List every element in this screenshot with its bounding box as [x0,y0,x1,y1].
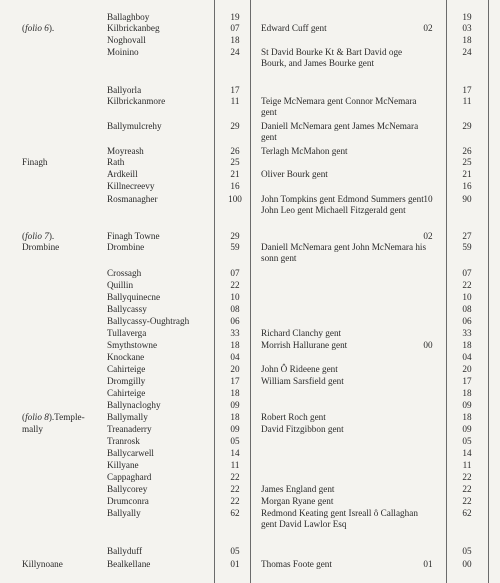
total-value: 22 [462,484,472,494]
townland-name: Drumconra [107,496,149,506]
total-value: 11 [462,96,472,106]
total-value: 05 [462,546,472,556]
total-value: 14 [462,448,472,458]
acreage-value: 29 [230,231,240,241]
proprietor-text: Morgan Ryane gent [261,496,334,506]
proprietor-text: Edward Cuff gent [261,23,327,33]
acreage-value: 22 [230,484,240,494]
acreage-value: 22 [230,280,240,290]
proprietor-text: John Tompkins gent Edmond Summers gent John Leo gent Michaell Fitzgerald gent [261,194,424,215]
townland-name: Cahirteige [107,364,146,374]
total-value: 90 [462,194,472,204]
proprietor-text: William Sarsfield gent [261,376,344,386]
acreage-value: 11 [230,460,240,470]
total-value: 17 [462,376,472,386]
acreage-value: 29 [230,121,240,131]
margin-note-continuation: mally [22,424,43,434]
margin-note: (folio 8).Temple- [22,412,85,422]
townland-name: Ballyally [107,508,141,518]
acreage-value: 09 [230,400,240,410]
total-value: 04 [462,352,472,362]
townland-name: Tranrosk [107,436,140,446]
prior-value: 10 [423,194,433,204]
acreage-value: 18 [230,35,240,45]
prior-value: 01 [423,559,433,569]
column-rule [214,0,215,583]
margin-note: Finagh [22,157,48,167]
proprietor-text: John Ô Rideene gent [261,364,338,374]
acreage-value: 22 [230,472,240,482]
acreage-value: 33 [230,328,240,338]
acreage-value: 100 [228,194,242,204]
townland-name: Ballynacloghy [107,400,161,410]
acreage-value: 59 [230,242,240,252]
total-value: 18 [462,388,472,398]
total-value: 29 [462,121,472,131]
townland-name: Treanaderry [107,424,152,434]
townland-name: Ballaghboy [107,12,150,22]
total-value: 17 [462,85,472,95]
proprietor-text: Daniell McNemara gent John McNemara his sonn gent [261,242,427,263]
townland-name: Ballycarwell [107,448,154,458]
proprietor-text: David Fitzgibbon gent [261,424,344,434]
total-value: 22 [462,472,472,482]
column-rule [488,0,489,583]
acreage-value: 20 [230,364,240,374]
townland-name: Dromgilly [107,376,146,386]
acreage-value: 04 [230,352,240,362]
total-value: 33 [462,328,472,338]
total-value: 06 [462,316,472,326]
townland-name: Ardkeill [107,169,138,179]
total-value: 18 [462,35,472,45]
townland-name: Smythstowne [107,340,158,350]
townland-name: Drombine [107,242,145,252]
acreage-value: 09 [230,424,240,434]
proprietor-text: Terlagh McMahon gent [261,146,348,156]
acreage-value: 17 [230,376,240,386]
proprietor-text: Redmond Keating gent Isreall ô Callaghan gent David Lawlor Esq [261,508,418,529]
townland-name: Knockane [107,352,145,362]
townland-name: Tullaverga [107,328,147,338]
total-value: 07 [462,268,472,278]
proprietor-text: James England gent [261,484,335,494]
margin-note: (folio 7). [22,231,55,241]
proprietor-text: Thomas Foote gent [261,559,332,569]
acreage-value: 11 [230,96,240,106]
total-value: 22 [462,496,472,506]
townland-name: Cahirteige [107,388,146,398]
townland-name: Moinino [107,47,139,57]
acreage-value: 19 [230,12,240,22]
townland-name: Finagh Towne [107,231,160,241]
prior-value: 02 [423,23,433,33]
townland-name: Quillin [107,280,134,290]
total-value: 21 [462,169,472,179]
acreage-value: 26 [230,146,240,156]
townland-name: Cappaghard [107,472,152,482]
total-value: 10 [462,292,472,302]
total-value: 16 [462,181,472,191]
acreage-value: 08 [230,304,240,314]
prior-value: 00 [423,340,433,350]
total-value: 05 [462,436,472,446]
acreage-value: 06 [230,316,240,326]
townland-name: Ballycorey [107,484,148,494]
acreage-value: 14 [230,448,240,458]
acreage-value: 21 [230,169,240,179]
townland-name: Bealkellane [107,559,151,569]
acreage-value: 05 [230,436,240,446]
townland-name: Ballyquinecne [107,292,161,302]
total-value: 20 [462,364,472,374]
margin-note: Killynoane [22,559,63,569]
acreage-value: 01 [230,559,240,569]
townland-name: Killyane [107,460,139,470]
margin-note: Drombine [22,242,60,252]
proprietor-text: St David Bourke Kt & Bart David oge Bourk, and James Bourke gent [261,47,403,68]
total-value: 27 [462,231,472,241]
townland-name: Killnecreevy [107,181,155,191]
margin-note: (folio 6). [22,23,55,33]
acreage-value: 25 [230,157,240,167]
townland-name: Ballyduff [107,546,143,556]
total-value: 18 [462,412,472,422]
townland-name: Ballycassy [107,304,147,314]
proprietor-text: Daniell McNemara gent James McNemara gent [261,121,419,142]
total-value: 24 [462,47,472,57]
townland-name: Rath [107,157,125,167]
proprietor-text: Oliver Bourk gent [261,169,328,179]
acreage-value: 17 [230,85,240,95]
prior-value: 02 [423,231,433,241]
acreage-value: 24 [230,47,240,57]
townland-name: Ballyorla [107,85,142,95]
townland-name: Ballymally [107,412,148,422]
total-value: 09 [462,400,472,410]
total-value: 18 [462,340,472,350]
total-value: 22 [462,280,472,290]
townland-name: Ballycassy-Oughtragh [107,316,190,326]
townland-name: Noghovall [107,35,146,45]
townland-name: Crossagh [107,268,142,278]
acreage-value: 05 [230,546,240,556]
townland-name: Moyreash [107,146,144,156]
total-value: 25 [462,157,472,167]
total-value: 03 [462,23,472,33]
total-value: 08 [462,304,472,314]
acreage-value: 07 [230,23,240,33]
acreage-value: 10 [230,292,240,302]
proprietor-text: Teige McNemara gent Connor McNemara gent [261,96,417,117]
total-value: 59 [462,242,472,252]
proprietor-text: Robert Roch gent [261,412,326,422]
acreage-value: 18 [230,388,240,398]
proprietor-text: Morrish Hallurane gent [261,340,348,350]
total-value: 26 [462,146,472,156]
acreage-value: 07 [230,268,240,278]
acreage-value: 22 [230,496,240,506]
total-value: 00 [462,559,472,569]
townland-name: Kilbrickanmore [107,96,166,106]
townland-name: Rosmanagher [107,194,158,204]
column-rule [250,0,251,583]
townland-name: Kilbrickanbeg [107,23,160,33]
total-value: 11 [462,460,472,470]
column-rule [446,0,447,583]
townland-name: Ballymulcrehy [107,121,162,131]
acreage-value: 18 [230,412,240,422]
acreage-value: 18 [230,340,240,350]
proprietor-text: Richard Clanchy gent [261,328,342,338]
total-value: 09 [462,424,472,434]
total-value: 62 [462,508,472,518]
acreage-value: 62 [230,508,240,518]
total-value: 19 [462,12,472,22]
acreage-value: 16 [230,181,240,191]
